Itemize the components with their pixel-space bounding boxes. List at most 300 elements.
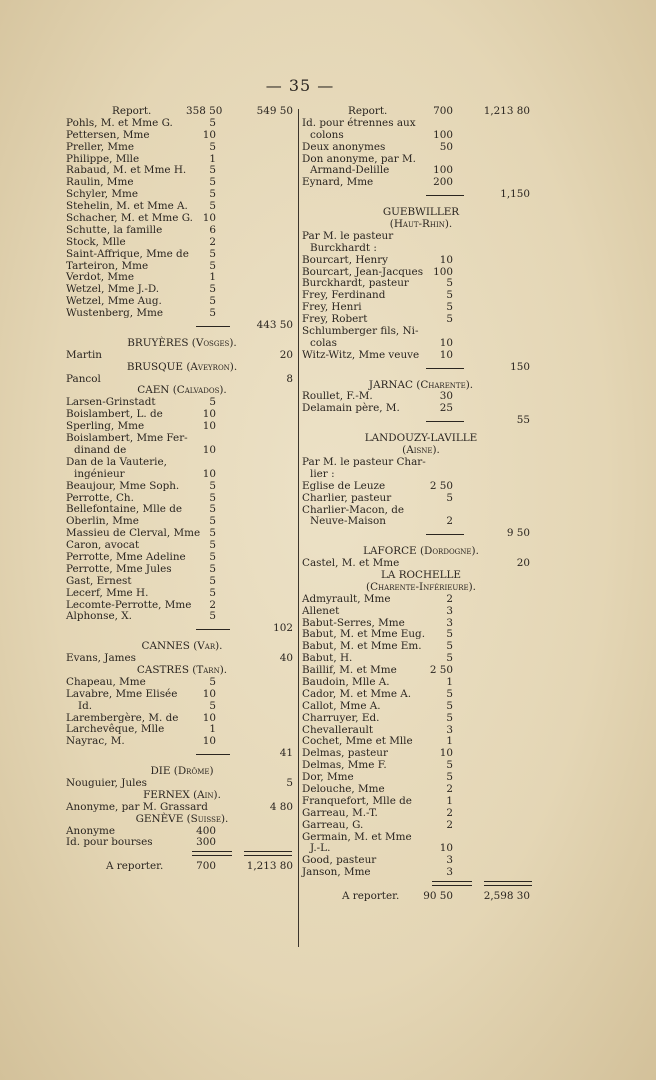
donor-name: Boislambert, Mme Fer- [66, 432, 188, 445]
place-name: CAEN [137, 384, 170, 397]
donor-name: Nayrac, M. [66, 735, 125, 748]
amount: 5 [446, 652, 453, 665]
amount: 10 [202, 408, 216, 421]
donor-name: Schyler, Mme [66, 188, 139, 201]
donor-name: Martin [66, 348, 102, 361]
donor-name: Charlier-Macon, de [302, 503, 405, 516]
amount: 700 [433, 105, 453, 117]
amount: 5 [209, 396, 216, 409]
amount: 5 [209, 188, 216, 201]
amount: 5 [446, 491, 453, 504]
place-name: JARNAC [368, 378, 413, 391]
donor-name: dinand de [74, 443, 127, 456]
amount: 100 [433, 128, 453, 141]
amount: 5 [209, 610, 216, 623]
amount: 400 [196, 824, 216, 837]
amount: 5 [209, 247, 216, 260]
donor-name: J.-L. [310, 842, 331, 855]
place-name: BRUSQUE [126, 360, 184, 373]
amount: 10 [202, 735, 216, 748]
donor-name: colons [310, 128, 344, 141]
donor-name: Wetzel, Mme J.-D. [66, 283, 160, 296]
amount: 10 [202, 420, 216, 433]
donor-name: Perrotte, Mme Jules [66, 562, 172, 575]
page-number: — 35 — [265, 76, 335, 95]
donor-name: Larembergère, M. de [66, 711, 179, 724]
amount: 5 [446, 628, 453, 641]
entry-row [302, 481, 540, 493]
donor-name: Preller, Mme [66, 140, 134, 153]
amount: 5 [209, 550, 216, 563]
region-name: (Var). [193, 640, 223, 653]
amount: 5 [209, 527, 216, 540]
region-name: (Charente). [416, 378, 474, 391]
amount: 200 [433, 176, 453, 189]
donor-name: Good, pasteur [302, 854, 377, 867]
amount: 3 [446, 604, 453, 617]
donor-name: Schacher, M. et Mme G. [66, 212, 193, 225]
amount: 10 [439, 348, 453, 361]
donor-name: Pohls, M. et Mme G. [66, 116, 173, 129]
donor-name: Garreau, M.-T. [302, 806, 378, 819]
donor-name: Id. pour étrennes aux [302, 116, 416, 129]
amount: 10 [439, 253, 453, 266]
amount: 3 [446, 854, 453, 867]
amount: 5 [209, 479, 216, 492]
subtotal-row [302, 415, 540, 427]
column-total: 2,598 30 [483, 890, 530, 902]
entry-row [302, 350, 540, 362]
subtotal-row [302, 528, 540, 540]
entry-row [302, 516, 540, 528]
donor-name: Perrotte, Ch. [66, 491, 134, 504]
amount: 5 [209, 176, 216, 189]
entry-row [302, 243, 540, 255]
donor-name: Pettersen, Mme [66, 128, 150, 141]
donor-name: Alphonse, X. [66, 610, 132, 623]
donor-name: Baillif, M. et Mme [302, 664, 397, 677]
total-rule [244, 851, 292, 856]
donor-name: Larsen-Grinstadt [66, 396, 156, 409]
donor-name: Babut, M. et Mme Eug. [302, 628, 426, 641]
donor-name: Dor, Mme [302, 771, 354, 784]
donor-name: Delouche, Mme [302, 782, 385, 795]
donor-name: colas [310, 336, 337, 349]
subtotal-row [66, 748, 298, 760]
entry-row [66, 588, 298, 600]
amount: 3 [446, 723, 453, 736]
amount: 5 [209, 515, 216, 528]
entry-row [66, 837, 298, 849]
place-name: GENÈVE [135, 812, 184, 825]
donor-name: Gast, Ernest [66, 574, 132, 587]
amount: 5 [446, 313, 453, 326]
donor-name: Bourcart, Jean-Jacques [302, 265, 424, 278]
donor-name: Frey, Robert [302, 313, 368, 326]
amount: 358 50 [186, 105, 223, 117]
entry-row [302, 606, 540, 618]
donor-name: Deux anonymes [302, 140, 386, 153]
subtotal-row [302, 189, 540, 201]
amount: 50 [439, 140, 453, 153]
column-total: 549 50 [256, 105, 293, 117]
entry-row [302, 689, 540, 701]
donor-name: Oberlin, Mme [66, 515, 139, 528]
donor-name: Beaujour, Mme Soph. [66, 479, 180, 492]
amount: 1 [446, 794, 453, 807]
section-heading [302, 582, 540, 594]
sum-rule [196, 326, 230, 327]
donor-name: Don anonyme, par M. [302, 152, 416, 165]
donor-name: Frey, Henri [302, 301, 362, 314]
amount: 5 [209, 140, 216, 153]
amount: 1 [446, 735, 453, 748]
amount: 10 [202, 467, 216, 480]
entry-row [302, 701, 540, 713]
amount: 10 [439, 747, 453, 760]
donor-name: Id. pour bourses [66, 836, 153, 849]
donor-name: Armand-Delille [310, 164, 390, 177]
region-name: (Aveyron). [186, 360, 238, 373]
donor-name: Rabaud, M. et Mme H. [66, 164, 187, 177]
amount: 700 [196, 860, 216, 873]
entry-row [302, 403, 540, 415]
section-heading [66, 814, 298, 826]
donor-name: Wustenberg, Mme [66, 307, 163, 320]
place-heading [66, 790, 298, 802]
amount: 10 [202, 687, 216, 700]
sum-rule [426, 534, 464, 535]
column-total: 20 [516, 557, 530, 570]
donor-name: Delmas, Mme F. [302, 759, 387, 772]
amount: 1 [446, 675, 453, 688]
place-name: GUEBWILLER [382, 206, 460, 219]
donor-name: Delmas, pasteur [302, 747, 388, 760]
entry-row [302, 118, 540, 130]
place-name: LANDOUZY-LAVILLE [364, 432, 478, 445]
amount: 3 [446, 866, 453, 879]
donor-name: ingénieur [74, 467, 125, 480]
donor-name: Philippe, Mlle [66, 152, 140, 165]
amount: 10 [439, 842, 453, 855]
amount: 2 50 [429, 479, 453, 492]
amount: 30 [439, 390, 453, 403]
entry-row [302, 713, 540, 725]
donor-name: Dan de la Vauterie, [66, 455, 167, 468]
amount: 6 [209, 223, 216, 236]
donor-name: Wetzel, Mme Aug. [66, 295, 162, 308]
entry-row [302, 255, 540, 267]
column-total: 102 [273, 622, 293, 635]
column-total: 20 [279, 348, 293, 361]
entry-row [66, 611, 298, 623]
donor-name: Baudoin, Mlle A. [302, 675, 390, 688]
amount: 2 [446, 515, 453, 528]
entry-row [66, 457, 298, 469]
region-name: (Tarn). [192, 663, 228, 676]
place-name: FERNEX [143, 788, 190, 801]
donor-name: Saint-Affrique, Mme de [66, 247, 189, 260]
amount: 5 [446, 699, 453, 712]
amount: 5 [209, 295, 216, 308]
amount: 100 [433, 164, 453, 177]
donor-name: Germain, M. et Mme [302, 830, 412, 843]
place-heading [66, 362, 298, 374]
place-name: CANNES [141, 640, 190, 653]
amount: 100 [433, 265, 453, 278]
entry-row [66, 142, 298, 154]
amount: 1 [209, 723, 216, 736]
entry-row [66, 564, 298, 576]
amount: 5 [209, 283, 216, 296]
amount: 5 [446, 277, 453, 290]
entry-row [302, 808, 540, 820]
entry-row [302, 142, 540, 154]
sum-rule [426, 421, 464, 422]
donor-name: Pancol [66, 372, 101, 385]
donor-name: Report. [112, 105, 152, 117]
region-name: (Drôme) [173, 765, 214, 778]
amount: 5 [209, 675, 216, 688]
entry-row [302, 326, 540, 338]
total-rule [192, 851, 232, 856]
amount: 2 [209, 235, 216, 248]
total-rule [484, 881, 532, 886]
entry-row [66, 689, 298, 701]
entry-row [302, 832, 540, 844]
donor-name: Par M. le pasteur Char- [302, 455, 426, 468]
right-column [302, 106, 540, 903]
column-total: 55 [516, 414, 530, 427]
column-divider [298, 109, 299, 947]
entry-row [66, 225, 298, 237]
place-heading [302, 582, 540, 594]
entry-row [66, 861, 298, 873]
place-name: BRUYÈRES [127, 336, 189, 349]
amount: 2 [446, 782, 453, 795]
entry-row [302, 130, 540, 142]
amount: 5 [209, 164, 216, 177]
donor-name: Babut, M. et Mme Em. [302, 640, 422, 653]
place-name: LA ROCHELLE [380, 568, 462, 581]
entry-row [66, 130, 298, 142]
donor-name: Cochet, Mme et Mlle [302, 735, 413, 748]
column-total: 8 [286, 372, 293, 385]
donor-name: Bellefontaine, Mlle de [66, 503, 183, 516]
donor-name: Janson, Mme [302, 866, 371, 879]
donor-name: Caron, avocat [66, 539, 140, 552]
amount: 5 [446, 771, 453, 784]
amount: 5 [209, 574, 216, 587]
amount: 5 [446, 687, 453, 700]
amount: 5 [209, 491, 216, 504]
donor-name: Frey, Ferdinand [302, 289, 386, 302]
place-name: LAFORCE [363, 545, 417, 558]
donor-name: Callot, Mme A. [302, 699, 381, 712]
donor-name: Perrotte, Mme Adeline [66, 550, 186, 563]
column-total: 9 50 [506, 527, 530, 540]
donor-name: Evans, James [66, 652, 136, 665]
column-total: 4 80 [269, 800, 293, 813]
amount: 300 [196, 836, 216, 849]
column-total: 150 [510, 360, 530, 373]
amount: 2 [209, 598, 216, 611]
donor-name: Charlier, pasteur [302, 491, 392, 504]
amount: 90 50 [423, 890, 453, 902]
donor-name: Chevallerault [302, 723, 374, 736]
entry-row [66, 736, 298, 748]
donor-name: Garreau, G. [302, 818, 364, 831]
donor-name: lier : [310, 467, 335, 480]
entry-row [66, 237, 298, 249]
donor-name: Larchevêque, Mlle [66, 723, 165, 736]
donor-name: Cador, M. et Mme A. [302, 687, 412, 700]
sum-rule [196, 629, 230, 630]
amount: 5 [209, 586, 216, 599]
donor-name: Massieu de Clerval, Mme [66, 527, 201, 540]
amount: 10 [202, 128, 216, 141]
donor-name: Bourcart, Henry [302, 253, 389, 266]
entry-row [302, 594, 540, 606]
total-rule [432, 881, 472, 886]
region-name: (Suisse). [186, 812, 229, 825]
entry-row [302, 493, 540, 505]
donor-name: Anonyme [66, 824, 116, 837]
subtotal-row [66, 320, 298, 332]
donor-name: Eglise de Leuze [302, 479, 386, 492]
amount: 5 [446, 289, 453, 302]
amount: 1 [209, 271, 216, 284]
column-total: 443 50 [256, 319, 293, 332]
sum-rule [426, 368, 464, 369]
subtotal-row [66, 623, 298, 635]
region-name: (Charente-Inférieure). [366, 580, 476, 593]
amount: 2 [446, 806, 453, 819]
entry-row [302, 469, 540, 481]
amount: 5 [209, 562, 216, 575]
donor-name: Franquefort, Mlle de [302, 794, 412, 807]
donor-name: Lecerf, Mme H. [66, 586, 149, 599]
amount: 5 [209, 200, 216, 213]
entry-row [66, 481, 298, 493]
donor-name: Id. [78, 699, 93, 712]
donor-name: Charruyer, Ed. [302, 711, 380, 724]
donor-name: Boislambert, L. de [66, 408, 163, 421]
column-total: 5 [286, 776, 293, 789]
sum-rule [196, 754, 230, 755]
amount: 2 50 [429, 664, 453, 677]
entry-row [302, 796, 540, 808]
donor-name: Babut, H. [302, 652, 353, 665]
amount: 25 [439, 402, 453, 415]
column-total: 1,150 [500, 188, 530, 201]
region-name: (Haut-Rhin). [389, 218, 453, 231]
donor-name: Witz-Witz, Mme veuve [302, 348, 420, 361]
donor-name: Nouguier, Jules [66, 776, 147, 789]
amount: 5 [209, 259, 216, 272]
donor-name: Allenet [302, 604, 340, 617]
donor-name: Report. [348, 105, 388, 117]
region-name: (Dordogne). [419, 545, 479, 558]
donor-name: Neuve-Maison [310, 515, 386, 528]
column-total: 1,213 80 [246, 860, 293, 873]
donor-name: Raulin, Mme [66, 176, 134, 189]
donor-name: Schutte, la famille [66, 223, 163, 236]
donor-name: Stehelin, M. et Mme A. [66, 200, 188, 213]
region-name: (Aisne). [402, 444, 440, 457]
region-name: (Vosges). [191, 336, 237, 349]
entry-row [66, 118, 298, 130]
amount: 1 [209, 152, 216, 165]
entry-row [66, 576, 298, 588]
amount: 2 [446, 592, 453, 605]
donor-name: Lavabre, Mme Elisée [66, 687, 178, 700]
amount: 10 [439, 336, 453, 349]
place-name: DIE [150, 765, 171, 778]
left-column [66, 106, 298, 873]
donor-name: Lecomte-Perrotte, Mme [66, 598, 192, 611]
entry-row [302, 231, 540, 243]
place-name: CASTRES [136, 663, 189, 676]
amount: 5 [446, 759, 453, 772]
donor-name: Verdot, Mme [66, 271, 134, 284]
sum-rule [426, 195, 464, 196]
donor-name: A reporter. [342, 890, 400, 902]
donor-name: Sperling, Mme [66, 420, 145, 433]
amount: 3 [446, 616, 453, 629]
amount: 5 [446, 640, 453, 653]
amount: 5 [209, 116, 216, 129]
column-total: 41 [279, 747, 293, 760]
amount: 10 [202, 711, 216, 724]
amount: 10 [202, 443, 216, 456]
donor-name: Anonyme, par M. Grassard [66, 800, 208, 813]
region-name: (Ain). [193, 788, 221, 801]
donor-name: Delamain père, M. [302, 402, 400, 415]
donor-name: Burckhardt, pasteur [302, 277, 409, 290]
donor-name: Babut-Serres, Mme [302, 616, 405, 629]
column-total: 1,213 80 [483, 105, 530, 117]
entry-row [302, 820, 540, 832]
entry-row [66, 677, 298, 689]
donor-name: Eynard, Mme [302, 176, 374, 189]
amount: 5 [209, 539, 216, 552]
donor-name: Par M. le pasteur [302, 229, 394, 242]
donor-name: Roullet, F.-M. [302, 390, 373, 403]
donor-name: Schlumberger fils, Ni- [302, 325, 419, 338]
donor-name: A reporter. [106, 860, 164, 873]
place-heading [66, 814, 298, 826]
section-heading [66, 362, 298, 374]
entry-row [66, 701, 298, 713]
column-total: 40 [279, 652, 293, 665]
donor-name: Tarteiron, Mme [66, 259, 149, 272]
entry-row [66, 469, 298, 481]
amount: 5 [209, 503, 216, 516]
section-heading [66, 790, 298, 802]
amount: 5 [209, 307, 216, 320]
amount: 5 [446, 711, 453, 724]
subtotal-row [302, 362, 540, 374]
amount: 10 [202, 212, 216, 225]
donor-name: Castel, M. et Mme [302, 557, 400, 570]
amount: 5 [446, 301, 453, 314]
amount: 5 [209, 699, 216, 712]
entry-row [302, 891, 540, 903]
donor-name: Stock, Mlle [66, 235, 126, 248]
donor-name: Chapeau, Mme [66, 675, 146, 688]
entry-row [66, 249, 298, 261]
